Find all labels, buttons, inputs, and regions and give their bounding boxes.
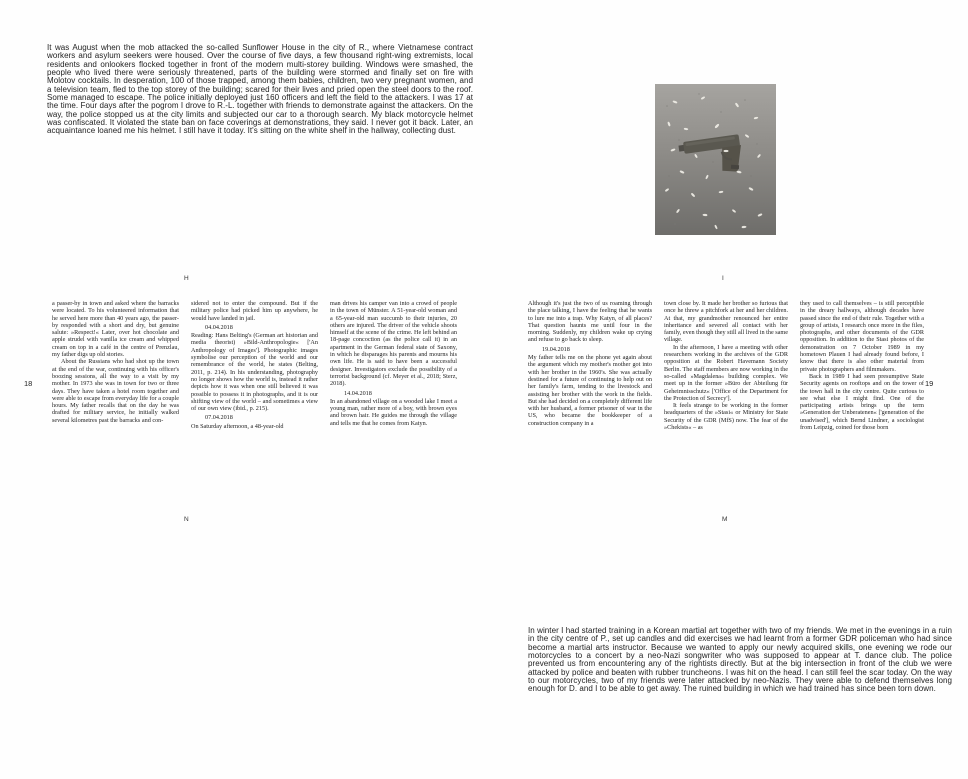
diary-paragraph: On Saturday afternoon, a 48-year-old [191, 422, 284, 430]
diary-column-4 [528, 300, 652, 427]
diary-paragraph: they used to call themselves – is still perceptible in the dreary hallways, although decades have passed since the end of their rule. Together with a group of artists, I research once more in the files, photographs, and other documents of the GDR opposition. In addition to the Stasi photos of the demonstration on 7 October 1989 in my hometown Plauen I had already found before, I know that there is also other material from private photographers and filmmakers. [800, 300, 924, 373]
diary-paragraph: Back in 1989 I had seen presumptive State Security agents on rooftops and on the tower of the town hall in the city centre. Quite curious to see what else I might find. One of the participating artists brings up the term »Generation der Unberatenen« ['generation of the unadvised'], which Bernd Lindner, a sociologist from Leipzig, coined for those born [800, 372, 924, 432]
diary-column-3 [330, 300, 457, 427]
outro-paragraph: In winter I had started training in a Korean martial art together with two of my friends. We met in the evenings in a ruin in the city centre of P., set up candles and did exercises we had learnt from a former GDR policeman who had since become a martial arts instructor. Because we wanted to apply our newly acquired skills, one evening we rode our motorcycles to a concert by a neo-Nazi songwriter who was supposed to appear at T. dance club. The police prevented us from encountering any of the rightists directly. But at the big intersection in front of the club we were attacked by police and beaten with rubber truncheons. I was hit on the head. I can still feel the scar today. On the way to our motorcycles, two of my friends were later attacked by neo-Nazis. They were able to defend themselves long enough for D. and I to be able to get away. The ruined building in which we had trained has since been torn down. [528, 626, 952, 694]
intro-paragraph: It was August when the mob attacked the so-called Sunflower House in the city of R., where Vietnamese contract workers and asylum seekers were housed. Over the course of five days, a few thousand right-wing extremists, local residents and onlookers flocked together in front of the modern multi-storey building. Windows were smashed, the people who lived there were seriously threatened, parts of the building were stormed and finally set on fire with Molotov cocktails. In desperation, 100 of those trapped, among them babies, children, two very pregnant women, and a television team, fled to the top storey of the building; scared for their lives and pried open the steel doors to the roof. Some managed to escape. The police initially deployed just 160 officers and left the field to the attackers. I was 17 at the time. Four days after the pogrom I drove to R.-L. together with friends to demonstrate against the attackers. On the way, the police stopped us at the city limits and subjected our car to a thorough search. My black motorcycle helmet was confiscated. It violated the state ban on face coverings at demonstrations, they said. I never got it back. Later, an acquaintance loaned me his helmet. I still have it today. It's sitting on the white shelf in the hallway, collecting dust. [47, 43, 473, 136]
diary-paragraph: sidered not to enter the compound. But if the military police had picked him up anywhere, he would have landed in jail. [191, 300, 318, 322]
diary-paragraph: Although it's just the two of us roaming through the place talking, I have the feeling that he wants to lure me into a trap. Why Katyn, of all places? That question haunts me until four in the morning. Suddenly, my children wake up crying and refuse to go back to sleep. [528, 300, 652, 344]
diary-date: 14.04.2018 [344, 389, 372, 397]
diary-column-6 [800, 300, 924, 431]
diary-paragraph: man drives his camper van into a crowd of people in the town of Münster. A 51-year-old woman and a 65-year-old man succumb to their injuries, 20 others are injured. The driver of the vehicle shoots himself at the scene of the crime. He left behind an 18-page concoction (as the police call it) in an apartment in the German federal state of Saxony, in which he disparages his parents and mourns his own life. He is said to have been a successful designer. Investigators exclude the possibility of a terrorist background (cf. Meyer et al., 2018; Sterz, 2018). [330, 300, 457, 388]
diary-paragraph: Reading: Hans Belting's (German art historian and media theorist) »Bild-Anthropologie« ['An Anthropology of Images']. Photographic images symbolise our perception of the world and our remembrance of the world, he states (Belting, 2011, p. 214). In his understanding, photography no longer shows how the world is, instead it rather depicts how it was when one still believed it was possible to possess it in photographs, and it is our shifting view of the world – and sometimes a view of our own view (ibid., p. 215). [191, 332, 318, 413]
diary-column-5 [664, 300, 788, 431]
diary-paragraph: In an abandoned village on a wooded lake I meet a young man, rather more of a boy, with brown eyes and brown hair. He guides me through the village and tells me that he comes from Katyn. [330, 397, 457, 427]
diary-column-2 [191, 300, 318, 430]
diary-date: 04.04.2018 [205, 323, 233, 331]
grid-marker-h: H [184, 275, 189, 282]
grid-marker-n: N [184, 516, 189, 523]
diary-column-1 [52, 300, 179, 424]
pistol-on-asphalt-photo [655, 84, 776, 235]
diary-date: 19.04.2018 [542, 345, 570, 353]
grid-marker-i: I [722, 275, 724, 282]
diary-paragraph: My father tells me on the phone yet again about the argument which my mother's mother got into with her brother in the 1960's. She was actually destined for a future of continuing to help out on her family's farm, tending to the livestock and assisting her brother with the work in the fields. But she had decided on a completely different life with her husband, a former prisoner of war in the US, who became the bookkeeper of a construction company in a [528, 354, 652, 427]
diary-paragraph: About the Russians who had shot up the town at the end of the war, continuing with his officer's boozing sessions, all the way to a visit by my mother. In 1973 she was in town for two or three days. They have taken a hotel room together and were able to escape from everyday life for a couple hours. My father recalls that on the day he was drafted for military service, he initially walked several kilometres past the barracks and con- [52, 358, 179, 424]
diary-paragraph: It feels strange to be working in the former headquarters of the »Stasi« or Ministry for State Security of the GDR (MfS) now. The fear of the »Chekists« – as [664, 402, 788, 432]
pistol-photo-graphic [655, 84, 776, 235]
page-number-left: 18 [24, 379, 33, 388]
diary-paragraph: a passer-by in town and asked where the barracks were located. To his volunteered information that he served here more than 40 years ago, the passer-by responded with a short and dry, but genuine salute: »Respect!« Later, over hot chocolate and apple strudel with vanilla ice cream and whipped cream on top in a café in the centre of Prenzlau, my father digs up old stories. [52, 300, 179, 359]
page-number-right: 19 [925, 379, 934, 388]
diary-paragraph: In the afternoon, I have a meeting with other researchers working in the archives of the GDR opposition at the Robert Havemann Society Berlin. The staff members are now working in the so-called »Magdalena« building complex. We meet up in the former »Büro der Abteilung für Geheimnisschutz« ['Office of the Department for the Protection of Secrecy']. [664, 343, 788, 402]
diary-paragraph: town close by. It made her brother so furious that once he threw a pitchfork at her and her children. At that, my grandmother renounced her entire inheritance and severed all contact with her family, even though they still all lived in the same village. [664, 300, 788, 344]
diary-date: 07.04.2018 [205, 414, 233, 422]
grid-marker-m: M [722, 516, 728, 523]
